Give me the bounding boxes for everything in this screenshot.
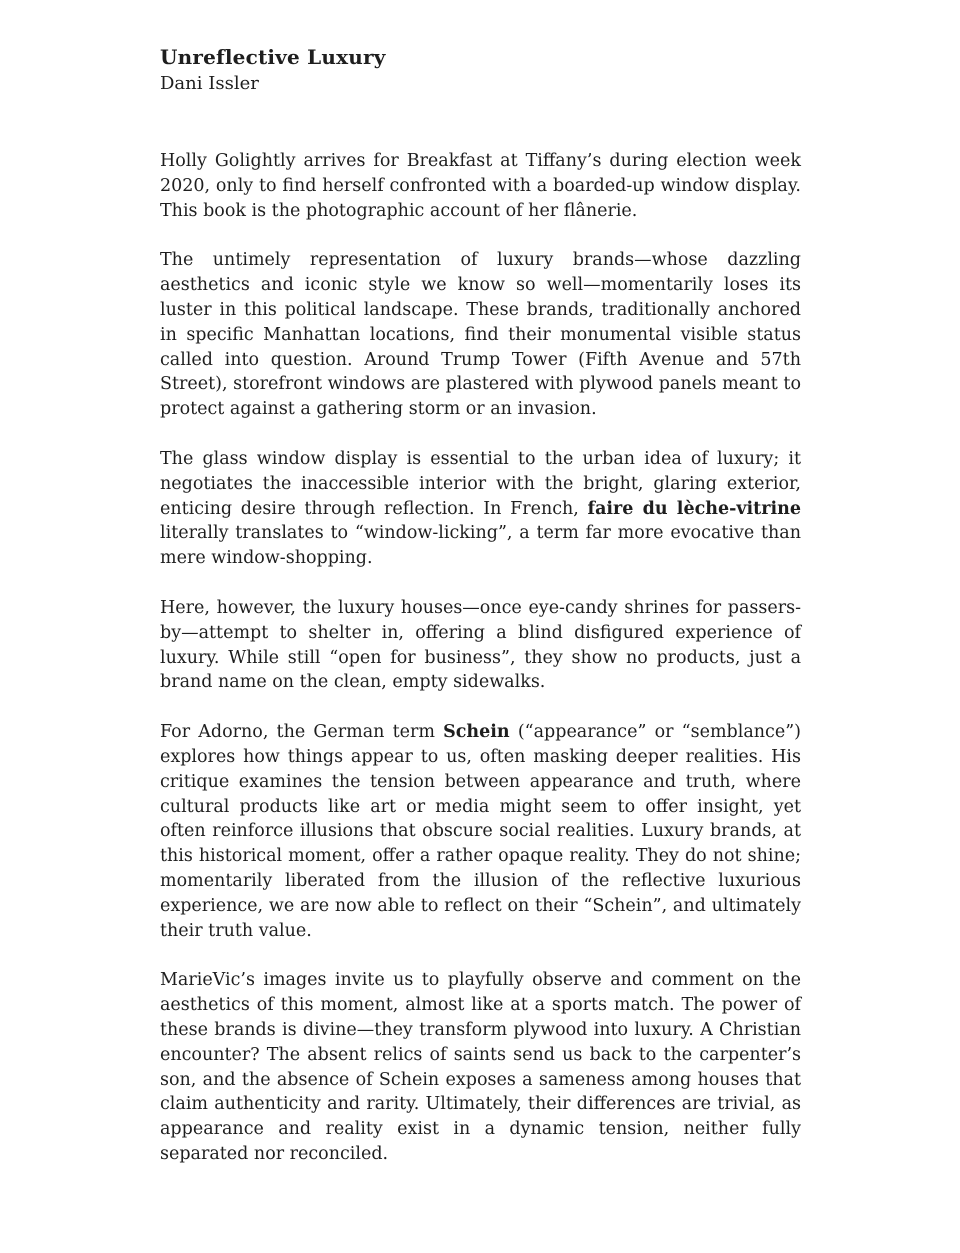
text-segment: (“appearance” or “semblance”) explores how things appear to us, often masking deeper realities. His critique examines the tension between appearance and truth, where cultural products like art or media might seem to offer insight, yet often reinforce illusions that obscure social realities. Luxury brands, at this historical moment, offer a rather opaque reality. They do not shine; momentarily liberated from the illusion of the reflective luxurious experience, we are now able to reflect on their “Schein”, and ultimately their truth value. bbox=[160, 722, 801, 941]
text-segment: The untimely representation of luxury brands—whose dazzling aesthetics and iconic style we know so well—momentarily loses its luster in this political landscape. These brands, traditionally anchored in specific Manhattan locations, find their monumental visible status called into question. Around Trump Tower (Fifth Avenue and 57th Street), storefront windows are plastered with plywood panels meant to protect against a gathering storm or an invasion. bbox=[160, 250, 801, 420]
author-name: Dani Issler bbox=[160, 73, 259, 94]
text-segment: Holly Golightly arrives for Breakfast at Tiffany’s during election week 2020, only to find herself confronted with a boarded-up window display. This book is the photographic account of her flânerie. bbox=[160, 151, 801, 221]
paragraph bbox=[160, 596, 801, 695]
paragraph bbox=[160, 720, 801, 943]
text-segment: The glass window display is essential to the urban idea of luxury; it negotiates the inaccessible interior with the bright, glaring exterior, enticing desire through reflection. In French, bbox=[160, 448, 801, 519]
paragraph bbox=[160, 149, 801, 223]
paragraph bbox=[160, 248, 801, 422]
paragraph bbox=[160, 968, 801, 1166]
bold-term: Schein bbox=[443, 722, 510, 743]
bold-term: faire du lèche-vitrine bbox=[587, 498, 801, 519]
text-segment: Here, however, the luxury houses—once eye-candy shrines for passers-by—attempt to shelter in, offering a blind disfigured experience of luxury. While still “open for business”, they show no products, just a brand name on the clean, empty sidewalks. bbox=[160, 597, 801, 693]
text-segment: MarieVic’s images invite us to playfully observe and comment on the aesthetics of this moment, almost like at a sports match. The power of these brands is divine—they transform plywood into luxury. A Christian encounter? The absent relics of saints send us back to the carpenter’s son, and the absence of Schein exposes a sameness among houses that claim authenticity and rarity. Ultimately, their differences are trivial, as appearance and reality exist in a dynamic tension, neither fully separated nor reconciled. bbox=[160, 970, 801, 1164]
text-segment: literally translates to “window-licking”, a term far more evocative than mere window-shopping. bbox=[160, 523, 801, 569]
paragraphs-container bbox=[160, 149, 801, 1167]
document-content bbox=[160, 44, 801, 1192]
paragraph bbox=[160, 447, 801, 571]
page-title: Unreflective Luxury bbox=[160, 45, 386, 69]
text-segment: For Adorno, the German term bbox=[160, 722, 444, 743]
